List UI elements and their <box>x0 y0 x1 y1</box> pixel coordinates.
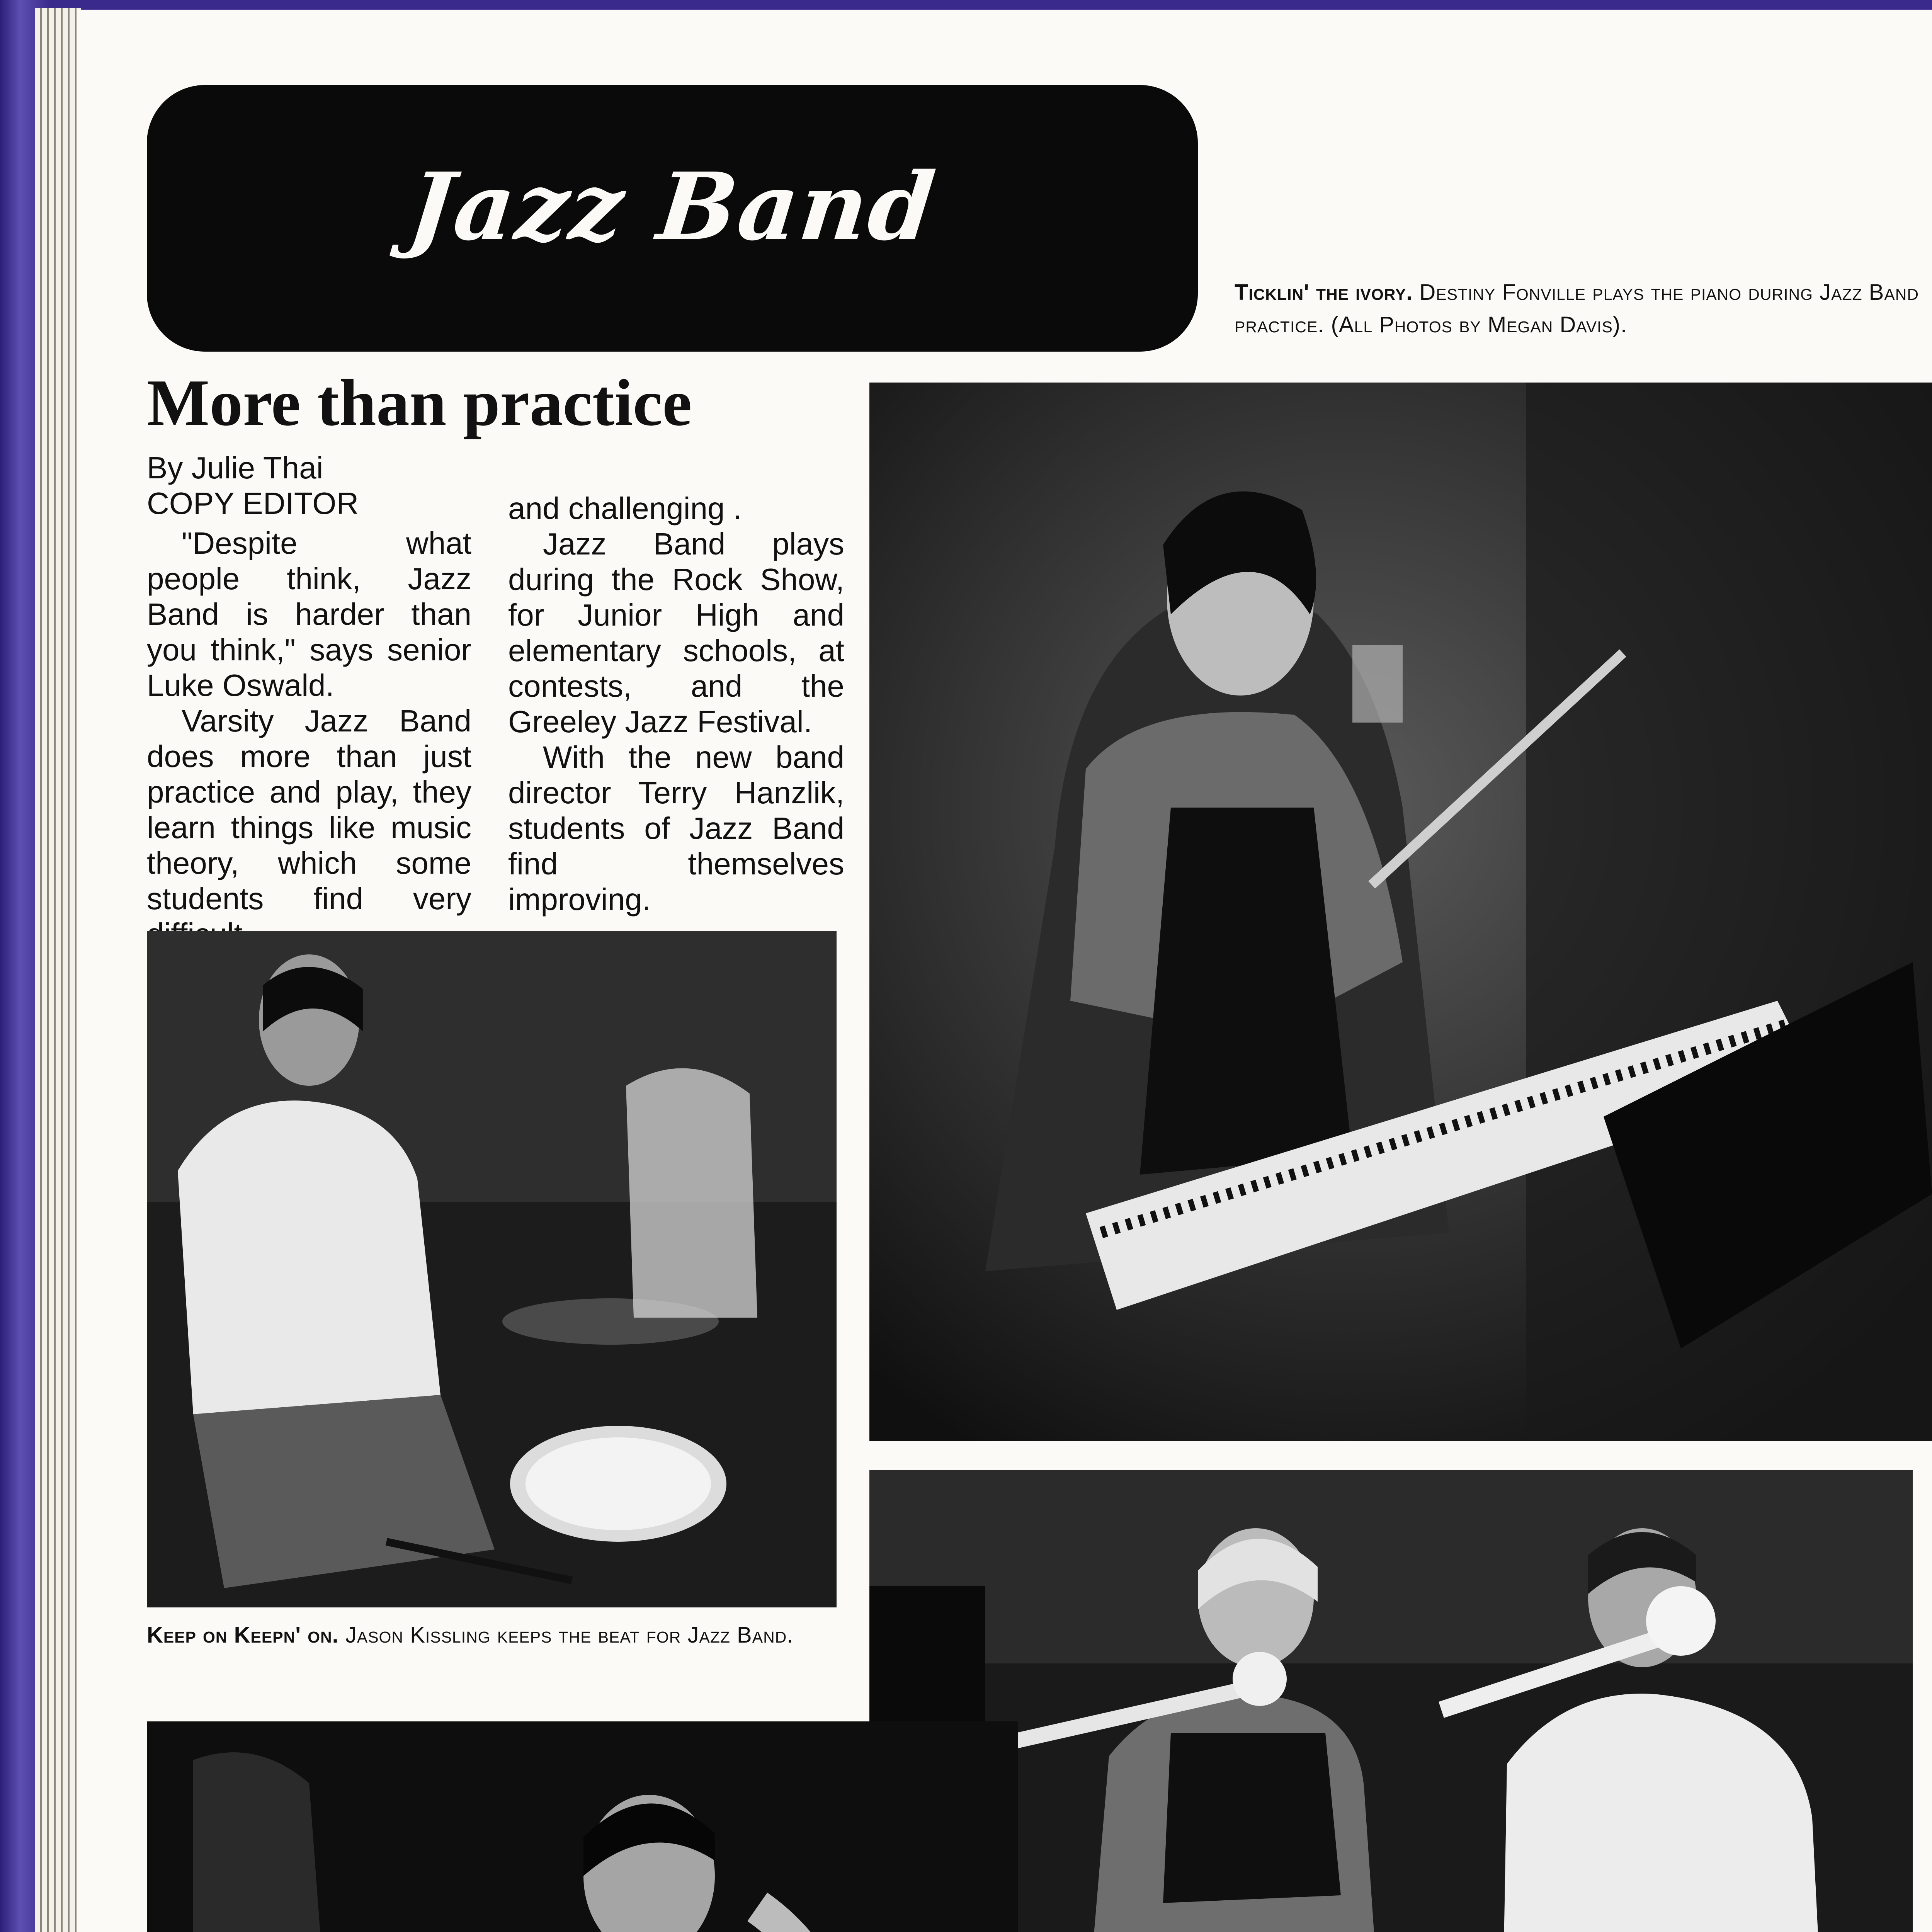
caption-drums <box>147 1619 842 1651</box>
caption-drums-text: Jason Kissling keeps the beat for Jazz Band. <box>345 1622 794 1648</box>
article-column-1 <box>147 526 471 952</box>
article-paragraph: Varsity Jazz Band does more than just practice and play, they learn things like music theory, which some students find very <box>147 704 471 916</box>
article-byline <box>147 450 359 521</box>
article-headline: More than practice <box>147 366 692 440</box>
page-stack <box>35 8 81 1932</box>
article-paragraph: With the new band director Terry Hanzlik, students of Jazz Band find themselves improving. <box>508 740 844 917</box>
caption-piano-lead: Ticklin' the ivory. <box>1235 280 1413 305</box>
section-banner <box>147 85 1198 352</box>
article-paragraph: Jazz Band plays during the Rock Show, for Junior High and elementary schools, at contests, and the Greeley Jazz Festival. <box>508 527 844 739</box>
article-paragraph: "Despite what people think, Jazz Band is harder than you think," says senior Luke Oswald. <box>147 526 471 702</box>
saxophone-photo <box>147 1721 1018 1932</box>
byline-name: By Julie Thai <box>147 451 323 485</box>
article-paragraph: and challenging . <box>508 491 742 526</box>
caption-drums-lead: Keep on Keepn' on. <box>147 1622 339 1648</box>
section-title: Jazz Band <box>403 152 941 261</box>
caption-piano-text: Destiny Fonville plays the piano during Jazz Band practice. (All Photos by Megan Davis). <box>1235 280 1919 337</box>
piano-photo <box>869 383 1932 1441</box>
yearbook-page <box>77 10 1932 1932</box>
drums-photo <box>147 931 837 1607</box>
trumpets-photo <box>869 1470 1913 1932</box>
caption-piano <box>1235 276 1922 341</box>
article-column-2 <box>508 491 844 917</box>
byline-role: COPY EDITOR <box>147 486 359 520</box>
